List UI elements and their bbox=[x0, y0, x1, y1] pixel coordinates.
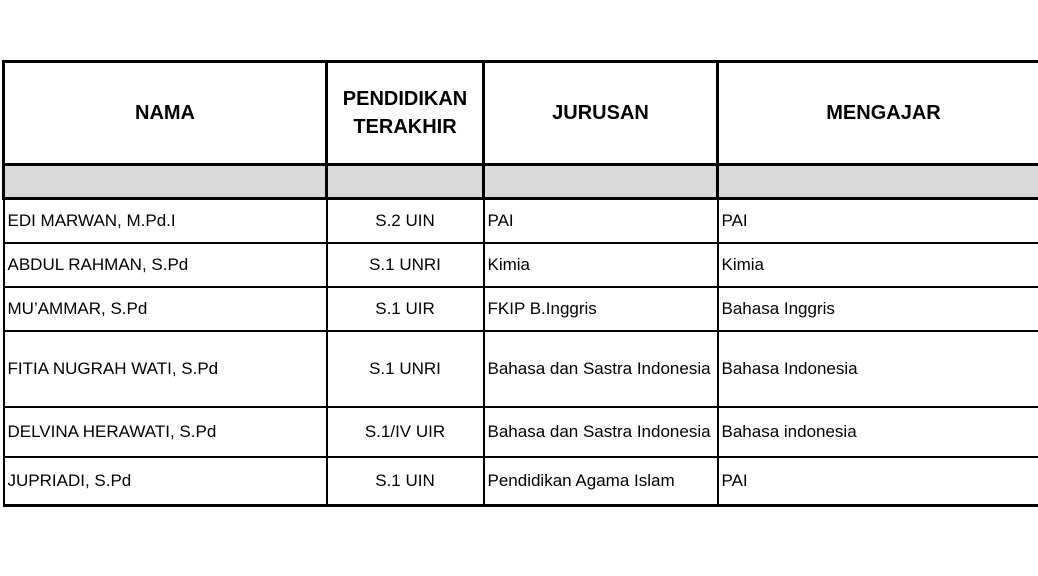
spacer-row bbox=[4, 165, 1038, 199]
cell-mengajar[interactable]: Kimia bbox=[718, 243, 1038, 287]
spacer-cell bbox=[484, 165, 718, 199]
cell-nama[interactable]: JUPRIADI, S.Pd bbox=[4, 457, 327, 506]
cell-jurusan[interactable]: Bahasa dan Sastra Indonesia bbox=[484, 331, 718, 407]
cell-pendidikan[interactable]: S.1 UIR bbox=[327, 287, 484, 331]
cell-nama[interactable]: DELVINA HERAWATI, S.Pd bbox=[4, 407, 327, 457]
cell-mengajar[interactable]: Bahasa indonesia bbox=[718, 407, 1038, 457]
header-pendidikan-line2: TERAKHIR bbox=[353, 116, 457, 138]
cell-jurusan[interactable]: Pendidikan Agama Islam bbox=[484, 457, 718, 506]
header-pendidikan-terakhir bbox=[327, 62, 484, 165]
table-row bbox=[4, 457, 1038, 506]
cell-mengajar[interactable]: PAI bbox=[718, 199, 1038, 244]
table-row bbox=[4, 407, 1038, 457]
cell-nama[interactable]: FITIA NUGRAH WATI, S.Pd bbox=[4, 331, 327, 407]
cell-pendidikan[interactable]: S.1 UNRI bbox=[327, 243, 484, 287]
cell-jurusan[interactable]: Bahasa dan Sastra Indonesia bbox=[484, 407, 718, 457]
spacer-cell bbox=[327, 165, 484, 199]
teacher-table bbox=[2, 60, 1038, 507]
cell-jurusan[interactable]: Kimia bbox=[484, 243, 718, 287]
table-row bbox=[4, 199, 1038, 244]
cell-pendidikan[interactable]: S.2 UIN bbox=[327, 199, 484, 244]
cell-pendidikan[interactable]: S.1 UIN bbox=[327, 457, 484, 506]
header-jurusan: JURUSAN bbox=[484, 62, 718, 165]
table-row bbox=[4, 287, 1038, 331]
header-nama: NAMA bbox=[4, 62, 327, 165]
cell-mengajar[interactable]: Bahasa Indonesia bbox=[718, 331, 1038, 407]
cell-nama[interactable]: ABDUL RAHMAN, S.Pd bbox=[4, 243, 327, 287]
cell-mengajar[interactable]: Bahasa Inggris bbox=[718, 287, 1038, 331]
cell-mengajar[interactable]: PAI bbox=[718, 457, 1038, 506]
cell-nama[interactable]: EDI MARWAN, M.Pd.I bbox=[4, 199, 327, 244]
cell-nama[interactable]: MU’AMMAR, S.Pd bbox=[4, 287, 327, 331]
spacer-cell bbox=[718, 165, 1038, 199]
header-mengajar: MENGAJAR bbox=[718, 62, 1038, 165]
table-row bbox=[4, 331, 1038, 407]
header-pendidikan-line1: PENDIDIKAN bbox=[342, 88, 468, 110]
spacer-cell bbox=[4, 165, 327, 199]
cell-jurusan[interactable]: FKIP B.Inggris bbox=[484, 287, 718, 331]
table-row bbox=[4, 243, 1038, 287]
cell-jurusan[interactable]: PAI bbox=[484, 199, 718, 244]
cell-pendidikan[interactable]: S.1/IV UIR bbox=[327, 407, 484, 457]
cell-pendidikan[interactable]: S.1 UNRI bbox=[327, 331, 484, 407]
header-row bbox=[4, 62, 1038, 165]
teacher-table-container bbox=[2, 60, 1038, 507]
